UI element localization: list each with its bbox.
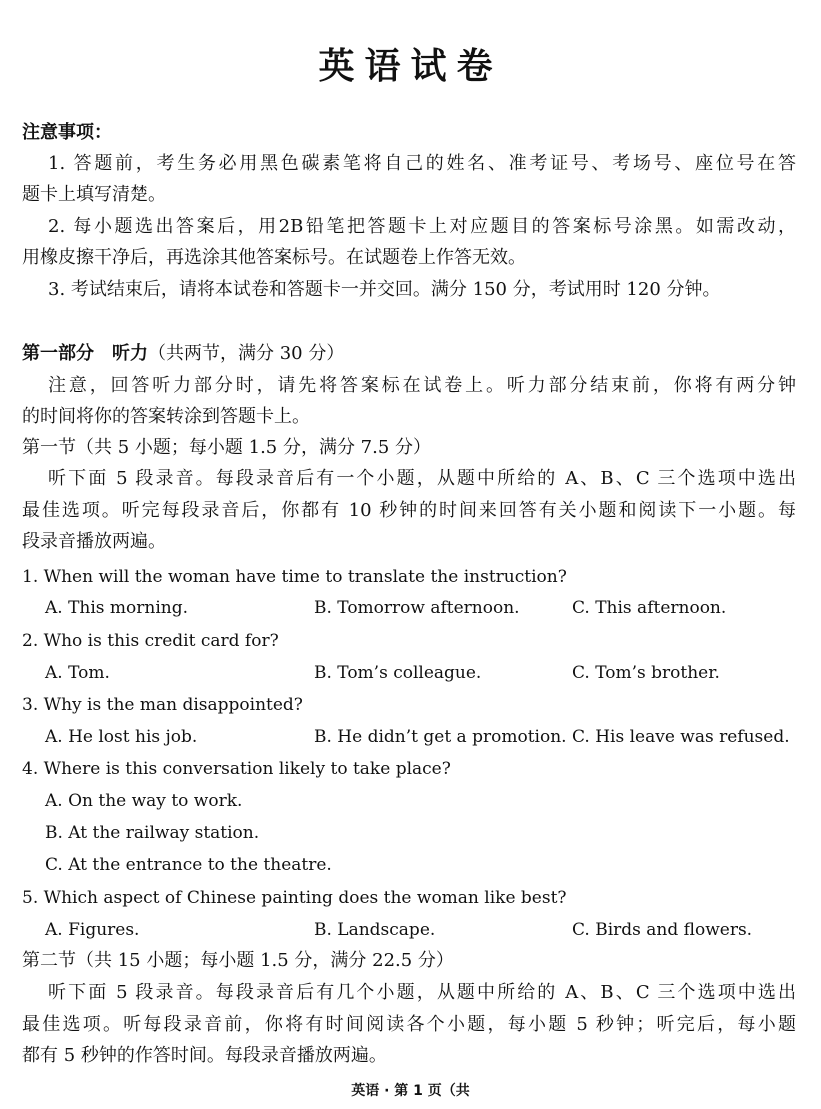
- option-2b: B. Tom’s colleague.: [314, 663, 482, 683]
- option-5c: C. Birds and flowers.: [572, 920, 753, 940]
- question-5: 5. Which aspect of Chinese painting does the woman like best?: [22, 888, 567, 908]
- option-1a: A. This morning.: [45, 598, 189, 618]
- notice-line: 题卡上填写清楚。: [22, 184, 166, 205]
- section2-instruction-line: 听下面 5 段录音。每段录音后有几个小题，从题中所给的 A、B、C 三个选项中选出: [48, 982, 796, 1003]
- notice-heading: 注意事项：: [22, 122, 112, 143]
- page-title: 英语试卷: [318, 46, 503, 87]
- option-4b: B. At the railway station.: [45, 823, 260, 843]
- part1-intro-line: 注意，回答听力部分时，请先将答案标在试卷上。听力部分结束前，你将有两分钟: [48, 375, 796, 396]
- notice-line: 用橡皮擦干净后，再选涂其他答案标号。在试题卷上作答无效。: [22, 247, 526, 268]
- option-3b: B. He didn’t get a promotion.: [314, 727, 567, 747]
- section1-instruction-line: 最佳选项。听完每段录音后，你都有 10 秒钟的时间来回答有关小题和阅读下一小题。每: [22, 500, 796, 521]
- part1-heading-rest: （共两节，满分 30 分）: [148, 343, 345, 364]
- option-1b: B. Tomorrow afternoon.: [314, 598, 520, 618]
- question-4: 4. Where is this conversation likely to take place?: [22, 759, 451, 779]
- page-footer: 英语 · 第 1 页（共: [351, 1083, 470, 1099]
- section1-instruction-line: 听下面 5 段录音。每段录音后有一个小题，从题中所给的 A、B、C 三个选项中选出: [48, 468, 796, 489]
- option-5b: B. Landscape.: [314, 920, 436, 940]
- option-2c: C. Tom’s brother.: [572, 663, 720, 683]
- question-3: 3. Why is the man disappointed?: [22, 695, 303, 715]
- part1-intro-line: 的时间将你的答案转涂到答题卡上。: [22, 406, 310, 427]
- option-1c: C. This afternoon.: [572, 598, 727, 618]
- option-3a: A. He lost his job.: [45, 727, 198, 747]
- notice-line: 1. 答题前，考生务必用黑色碳素笔将自己的姓名、准考证号、考场号、座位号在答: [48, 153, 796, 174]
- question-1: 1. When will the woman have time to translate the instruction?: [22, 567, 567, 587]
- notice-line: 3. 考试结束后，请将本试卷和答题卡一并交回。满分 150 分，考试用时 120 分钟。: [48, 279, 721, 300]
- section2-instruction-line: 最佳选项。听每段录音前，你将有时间阅读各个小题，每小题 5 秒钟；听完后，每小题: [22, 1014, 796, 1035]
- question-2: 2. Who is this credit card for?: [22, 631, 279, 651]
- part1-heading-bold: 第一部分 听力: [22, 343, 148, 364]
- option-2a: A. Tom.: [45, 663, 110, 683]
- section2-heading: 第二节（共 15 小题；每小题 1.5 分，满分 22.5 分）: [22, 950, 454, 971]
- section1-heading: 第一节（共 5 小题；每小题 1.5 分，满分 7.5 分）: [22, 437, 432, 458]
- option-3c: C. His leave was refused.: [572, 727, 790, 747]
- section2-instruction-line: 都有 5 秒钟的作答时间。每段录音播放两遍。: [22, 1045, 387, 1066]
- option-5a: A. Figures.: [45, 920, 140, 940]
- section1-instruction-line: 段录音播放两遍。: [22, 531, 166, 552]
- notice-line: 2. 每小题选出答案后，用2B铅笔把答题卡上对应题目的答案标号涂黑。如需改动，: [48, 216, 796, 237]
- option-4c: C. At the entrance to the theatre.: [45, 855, 332, 875]
- part1-heading: [22, 342, 344, 366]
- option-4a: A. On the way to work.: [45, 791, 243, 811]
